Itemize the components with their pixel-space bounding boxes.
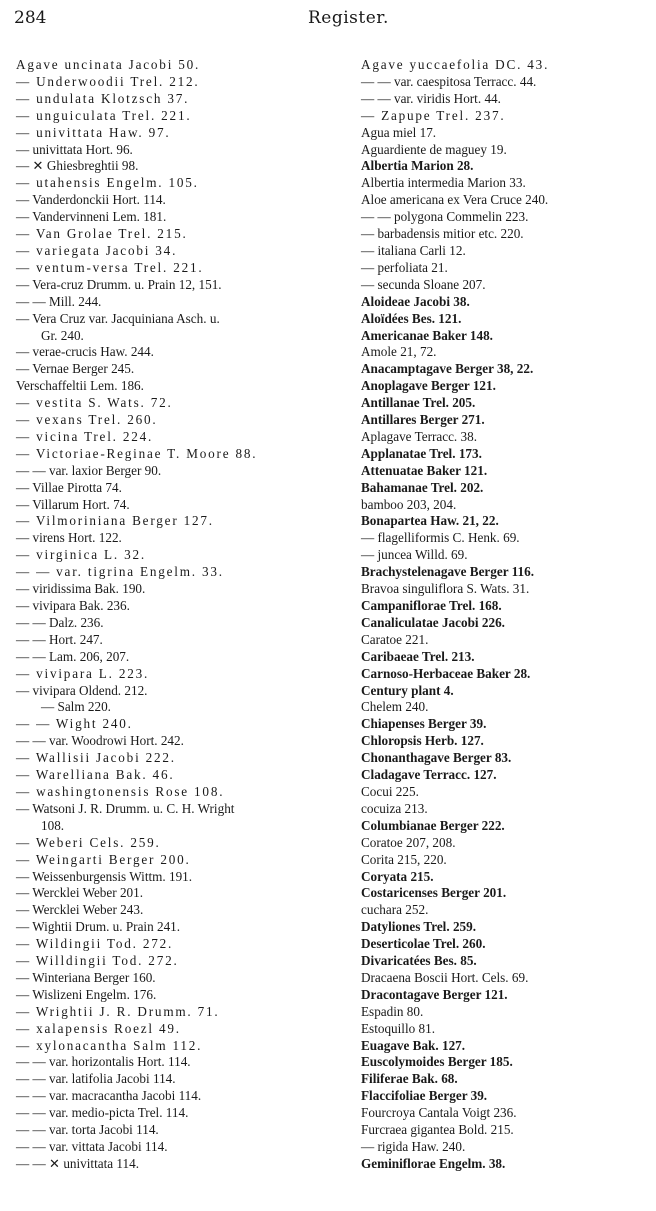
index-entry: Datyliones Trel. 259. xyxy=(361,919,477,935)
index-entry: Anacamptagave Berger 38, 22. xyxy=(361,361,534,377)
index-entry: — Underwoodii Trel. 212. xyxy=(16,73,200,89)
index-entry: — Salm 220. xyxy=(41,699,111,715)
index-entry: Caribaeae Trel. 213. xyxy=(361,648,475,664)
index-entry: — — var. medio-picta Trel. 114. xyxy=(16,1105,189,1121)
index-entry: Coratoe 207, 208. xyxy=(361,834,456,850)
index-entry: — viridissima Bak. 190. xyxy=(16,581,146,597)
index-entry: — — var. tigrina Engelm. 33. xyxy=(16,564,224,580)
index-entry: Carnoso-Herbaceae Baker 28. xyxy=(361,665,531,681)
index-entry: — Warelliana Bak. 46. xyxy=(16,767,175,783)
index-entry: — univittata Hort. 96. xyxy=(16,141,133,157)
index-entry: Bahamanae Trel. 202. xyxy=(361,479,484,495)
index-entry: — — var. macracantha Jacobi 114. xyxy=(16,1088,202,1104)
index-entry: — Vera Cruz var. Jacquiniana Asch. u. xyxy=(16,310,220,326)
index-entry: Cladagave Terracc. 127. xyxy=(361,767,497,783)
index-entry: — — Hort. 247. xyxy=(16,631,103,647)
index-entry: Verschaffeltii Lem. 186. xyxy=(16,378,144,394)
index-entry: — utahensis Engelm. 105. xyxy=(16,175,199,191)
index-entry: cuchara 252. xyxy=(361,902,429,918)
index-entry: Attenuatae Baker 121. xyxy=(361,462,488,478)
index-entry: — virginica L. 32. xyxy=(16,547,146,563)
index-entry: — — Wight 240. xyxy=(16,716,133,732)
index-entry: — Vanderdonckii Hort. 114. xyxy=(16,192,166,208)
index-entry: — Wallisii Jacobi 222. xyxy=(16,750,176,766)
index-entry: — Werckleі Weber 243. xyxy=(16,902,144,918)
index-entry: — vivipara L. 223. xyxy=(16,665,150,681)
index-entry: Bonapartea Haw. 21, 22. xyxy=(361,513,499,529)
index-entry: Filiferae Bak. 68. xyxy=(361,1071,458,1087)
index-entry: — Wildingii Tod. 272. xyxy=(16,936,174,952)
index-entry: Campaniflorae Trel. 168. xyxy=(361,598,502,613)
index-entry: Amole 21, 72. xyxy=(361,344,437,360)
index-entry: — vicina Trel. 224. xyxy=(16,428,154,444)
index-entry: Dracaena Boscii Hort. Cels. 69. xyxy=(361,969,529,985)
index-entry: Estoquillo 81. xyxy=(361,1020,435,1036)
index-column-left xyxy=(16,57,346,1173)
index-entry: 108. xyxy=(41,817,65,833)
index-entry: Bravoa singuliflora S. Wats. 31. xyxy=(361,581,530,597)
index-entry: cocuiza 213. xyxy=(361,800,428,816)
index-entry: — Wightii Drum. u. Prain 241. xyxy=(16,919,181,935)
index-entry: — vivipara Bak. 236. xyxy=(16,598,130,613)
index-entry: — virens Hort. 122. xyxy=(16,530,122,546)
index-entry: — Zapupe Trel. 237. xyxy=(361,107,506,123)
index-entry: — — var. horizontalis Hort. 114. xyxy=(16,1054,191,1070)
index-entry: — Winteriana Berger 160. xyxy=(16,969,156,985)
index-entry: — — var. torta Jacobi 114. xyxy=(16,1122,159,1138)
index-entry: Flaccifoliae Berger 39. xyxy=(361,1088,488,1104)
index-entry: Americanae Baker 148. xyxy=(361,327,493,343)
index-entry: Chloropsis Herb. 127. xyxy=(361,733,484,749)
index-entry: Agave yuccaefolia DC. 43. xyxy=(361,57,550,72)
index-entry: — Weingarti Berger 200. xyxy=(16,851,191,867)
index-entry: Albertia Marion 28. xyxy=(361,158,474,174)
index-entry: — Wrightii J. R. Drumm. 71. xyxy=(16,1003,220,1019)
index-entry: — — var. laxior Berger 90. xyxy=(16,462,162,478)
index-entry: Euscolymoides Berger 185. xyxy=(361,1054,513,1070)
index-entry: Costaricenses Berger 201. xyxy=(361,885,507,901)
index-entry: Espadin 80. xyxy=(361,1003,424,1019)
index-entry: — — ✕ univittata 114. xyxy=(16,1155,140,1171)
index-entry: — — var. latifolia Jacobi 114. xyxy=(16,1071,176,1087)
index-entry: Cocui 225. xyxy=(361,783,419,799)
index-entry: — secunda Sloane 207. xyxy=(361,276,486,292)
index-entry: — Vilmoriniana Berger 127. xyxy=(16,513,214,529)
index-entry: — Villae Pirotta 74. xyxy=(16,479,122,495)
index-entry: — Van Grolae Trel. 215. xyxy=(16,226,188,242)
index-entry: — Weissenburgensis Wittm. 191. xyxy=(16,868,193,884)
index-entry: Deserticolae Trel. 260. xyxy=(361,936,486,952)
index-entry: — — Lam. 206, 207. xyxy=(16,648,130,664)
index-entry: Chelem 240. xyxy=(361,699,429,715)
index-entry: — Watsoni J. R. Drumm. u. C. H. Wright xyxy=(16,800,235,816)
index-entry: — Wislizeni Engelm. 176. xyxy=(16,986,157,1002)
index-entry: — Vera-cruz Drumm. u. Prain 12, 151. xyxy=(16,276,222,292)
index-entry: Aloe americana ex Vera Cruce 240. xyxy=(361,192,549,208)
index-entry: — Wercklei Weber 201. xyxy=(16,885,144,901)
index-entry: — italiana Carli 12. xyxy=(361,242,466,258)
index-entry: — — polygona Commelin 223. xyxy=(361,209,529,225)
index-entry: — univittata Haw. 97. xyxy=(16,124,171,140)
index-entry: — xylonacantha Salm 112. xyxy=(16,1037,203,1053)
index-entry: Antillares Berger 271. xyxy=(361,412,485,428)
index-entry: — vexans Trel. 260. xyxy=(16,412,158,428)
index-entry: — — Mill. 244. xyxy=(16,293,102,309)
index-entry: Fourcroya Cantala Voigt 236. xyxy=(361,1105,517,1121)
index-entry: Chonanthagave Berger 83. xyxy=(361,750,512,766)
index-entry: — — var. viridis Hort. 44. xyxy=(361,90,501,106)
index-entry: — Vernae Berger 245. xyxy=(16,361,135,377)
index-entry: — — Dalz. 236. xyxy=(16,614,104,630)
index-entry: — ventum-versa Trel. 221. xyxy=(16,259,204,275)
index-entry: Agave uncinata Jacobi 50. xyxy=(16,57,201,72)
index-entry: — verae-crucis Haw. 244. xyxy=(16,344,154,360)
page-header xyxy=(0,6,656,32)
index-entry: — ✕ Ghiesbreghtii 98. xyxy=(16,158,139,174)
index-entry: — unguiculata Trel. 221. xyxy=(16,107,192,123)
index-entry: Brachystelenagave Berger 116. xyxy=(361,564,534,580)
index-entry: — — var. caespitosa Terracc. 44. xyxy=(361,73,537,89)
index-entry: Applanatae Trel. 173. xyxy=(361,445,482,461)
index-entry: Agua miel 17. xyxy=(361,124,437,140)
index-entry: Gr. 240. xyxy=(41,327,84,343)
running-title: Register. xyxy=(308,8,389,28)
index-entry: Century plant 4. xyxy=(361,682,454,698)
index-entry: — Willdingii Tod. 272. xyxy=(16,953,179,969)
index-entry: — barbadensis mitior etc. 220. xyxy=(361,226,524,242)
index-entry: Anoplagave Berger 121. xyxy=(361,378,496,394)
index-entry: — undulata Klotzsch 37. xyxy=(16,90,190,106)
index-entry: Divaricatées Bes. 85. xyxy=(361,953,477,969)
index-entry: Antillanae Trel. 205. xyxy=(361,395,476,411)
index-entry: — — var. Woodrowi Hort. 242. xyxy=(16,733,184,749)
index-entry: — Victoriae-Reginae T. Moore 88. xyxy=(16,445,258,461)
index-entry: Aloideae Jacobi 38. xyxy=(361,293,470,309)
index-entry: Euagave Bak. 127. xyxy=(361,1037,466,1053)
index-entry: — — var. vittata Jacobi 114. xyxy=(16,1139,168,1154)
index-entry: Columbianae Berger 222. xyxy=(361,817,505,833)
index-column-right xyxy=(361,57,653,1173)
index-entry: — perfoliata 21. xyxy=(361,259,448,275)
index-entry: Caratoe 221. xyxy=(361,631,429,647)
index-entry: Furcraea gigantea Bold. 215. xyxy=(361,1122,514,1138)
page-number: 284 xyxy=(14,8,47,28)
index-entry: — juncea Willd. 69. xyxy=(361,547,468,563)
index-entry: — flagelliformis C. Henk. 69. xyxy=(361,530,520,546)
index-entry: Dracontagave Berger 121. xyxy=(361,986,508,1002)
index-entry: — Villarum Hort. 74. xyxy=(16,496,130,512)
index-entry: Coryata 215. xyxy=(361,868,434,884)
index-entry: Canaliculatae Jacobi 226. xyxy=(361,614,505,630)
index-entry: — washingtonensis Rose 108. xyxy=(16,783,225,799)
index-entry: — vivipara Oldend. 212. xyxy=(16,682,148,698)
index-entry: Aplagave Terracc. 38. xyxy=(361,428,477,444)
index-entry: — Weberi Cels. 259. xyxy=(16,834,161,850)
index-entry: Geminiflorae Engelm. 38. xyxy=(361,1155,506,1171)
index-entry: Corita 215, 220. xyxy=(361,851,447,867)
index-entry: — Vandervinneni Lem. 181. xyxy=(16,209,167,225)
index-entry: Aloïdées Bes. 121. xyxy=(361,310,462,326)
index-entry: Albertia intermedia Marion 33. xyxy=(361,175,526,191)
index-entry: Aguardiente de maguey 19. xyxy=(361,141,507,157)
index-entry: Chiapenses Berger 39. xyxy=(361,716,487,732)
index-entry: bamboo 203, 204. xyxy=(361,496,457,512)
index-entry: — vestita S. Wats. 72. xyxy=(16,395,173,411)
index-entry: — rigida Haw. 240. xyxy=(361,1139,466,1154)
index-entry: — variegata Jacobi 34. xyxy=(16,242,178,258)
index-entry: — xalapensis Roezl 49. xyxy=(16,1020,181,1036)
